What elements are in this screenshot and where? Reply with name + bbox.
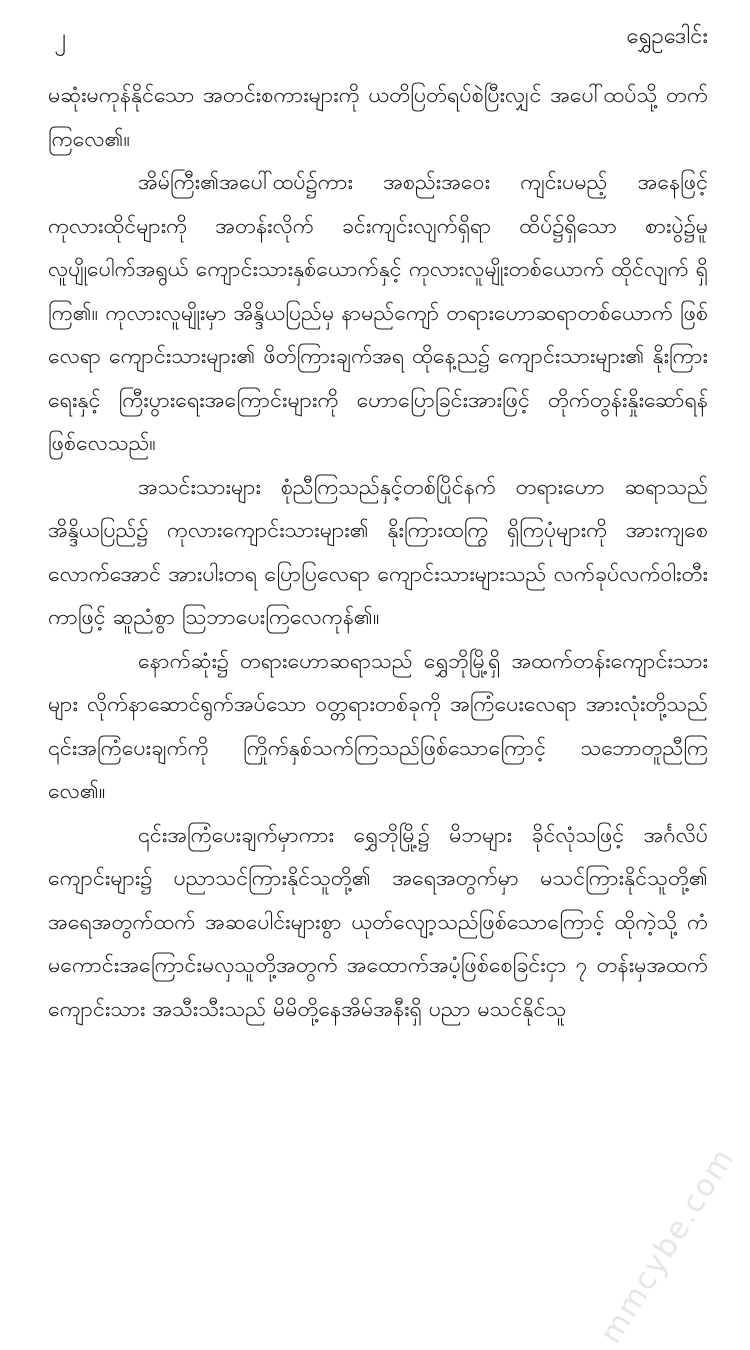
watermark: mmcybe.com — [593, 1141, 742, 1350]
paragraph-4: နောက်ဆုံး၌ တရားဟောဆရာသည် ရွှေဘိုမြို့ရှိ အထက်တန်းကျောင်းသားများ လိုက်နာဆောင်ရွက်အပ်သော ဝတ္တရားတစ်ခုကို အကြံပေးလေရာ အားလုံးတို့သည် ၎င်းအကြံပေးချက်ကို ကြိုက်နှစ်သက်ကြသည်ဖြစ်သောကြောင့် သဘောတူညီကြလေ၏။ — [48, 648, 708, 804]
page-number: ၂ — [54, 23, 66, 51]
running-title: ရွှေဥဒေါင်း — [626, 24, 708, 49]
page-header — [48, 20, 708, 68]
paragraph-2: အိမ်ကြီး၏အပေါ်ထပ်၌ကား အစည်းအဝေး ကျင်းပမည့် အနေဖြင့် ကုလားထိုင်များကို အတန်းလိုက် ခင်းကျင်းလျက်ရှိရာ ထိပ်၌ရှိသော စားပွဲ၌မူ လူပျိုပေါက်အရွယ် ကျောင်းသားနှစ်ယောက်နှင့် ကုလားလူမျိုးတစ်ယောက် ထိုင်လျက် ရှိကြ၏။ ကုလားလူမျိုးမှာ အိန္ဒိယပြည်မှ နာမည်ကျော် တရားဟောဆရာတစ်ယောက် ဖြစ်လေရာ ကျောင်းသားများ၏ ဖိတ်ကြားချက်အရ ထိုနေ့ည၌ ကျောင်းသားများ၏ နိုးကြားရေးနှင့် ကြီးပွားရေးအကြောင်းများကို ဟောပြောခြင်းအားဖြင့် တိုက်တွန်းနှိုးဆော်ရန် ဖြစ်လေသည်။ — [48, 170, 708, 456]
paragraph-5: ၎င်းအကြံပေးချက်မှာကား ရွှေဘိုမြို့၌ မိဘများ ခိုင်လုံသဖြင့် အင်္ဂလိပ်ကျောင်းများ၌ ပညာသင်ကြားနိုင်သူတို့၏ အရေအတွက်မှာ မသင်ကြားနိုင်သူတို့၏ အရေအတွက်ထက် အဆပေါင်းများစွာ ယုတ်လျော့သည်ဖြစ်သောကြောင့် ထိုကဲ့သို့ ကံမကောင်းအကြောင်းမလှသူတို့အတွက် အထောက်အပံ့ဖြစ်စေခြင်းငှာ ၇ တန်းမှအထက်ကျောင်းသား အသီးသီးသည် မိမိတို့နေအိမ်အနီးရှိ ပညာ မသင်နိုင်သူ — [48, 822, 708, 1022]
paragraph-1: မဆုံးမကုန်နိုင်သော အတင်းစကားများကို ယတိပြတ်ရပ်စဲပြီးလျှင် အပေါ်ထပ်သို့ တက်ကြလေ၏။ — [48, 83, 708, 152]
paragraph-3: အသင်းသားများ စုံညီကြသည်နှင့်တစ်ပြိုင်နက် တရားဟော ဆရာသည် အိန္ဒိယပြည်၌ ကုလားကျောင်းသားများ၏ နိုးကြားထကြွ ရှိကြပုံများကို အားကျစေလောက်အောင် အားပါးတရ ပြောပြလေရာ ကျောင်းသားများသည် လက်ခုပ်လက်ဝါးတီးကာဖြင့် ဆူညံစွာ သြဘာပေးကြလေကုန်၏။ — [48, 474, 708, 630]
body-text — [48, 74, 708, 1031]
